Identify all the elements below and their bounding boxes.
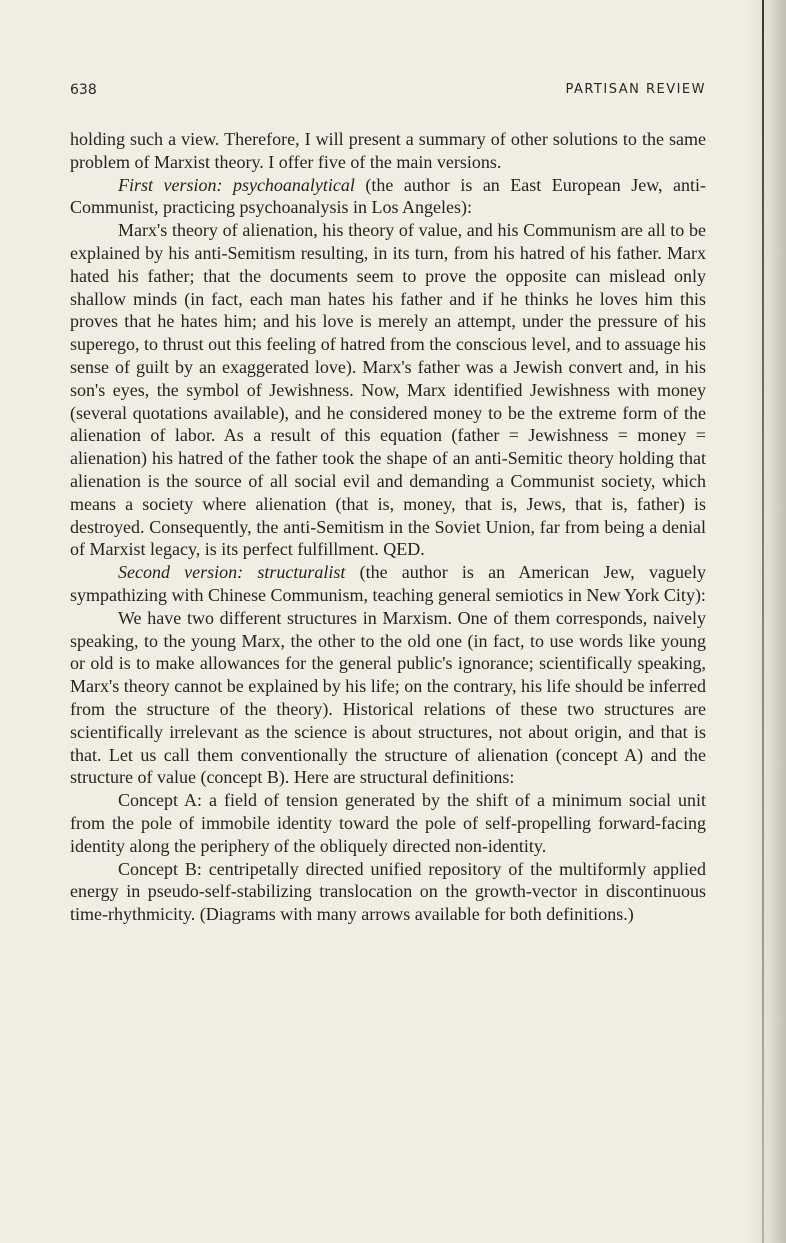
version-heading: Second version: structuralist <box>118 562 346 583</box>
version-heading: First version: psychoanalytical <box>118 174 355 195</box>
page-number: 638 <box>70 82 97 98</box>
page-binding-edge <box>762 0 764 1243</box>
paragraph-continuation <box>70 128 706 174</box>
paragraph-concept-a <box>70 789 706 857</box>
running-head: PARTISAN REVIEW <box>565 82 706 97</box>
paragraph-text: Concept A: a field of tension generated by the shift of a minimum social unit from the pole of immobile identity toward the pole of self-propelling forward-facing identity along the periphery of the obliquely directed non-identity. <box>70 790 706 856</box>
paragraph-second-version <box>70 561 706 607</box>
paragraph-psychoanalytic-argument <box>70 219 706 561</box>
paragraph-text: holding such a view. Therefore, I will present a summary of other solutions to the same problem of Marxist theory. I offer five of the main versions. <box>70 129 706 172</box>
paragraph-concept-b <box>70 858 706 926</box>
body-text <box>70 128 706 926</box>
paragraph-text: We have two different structures in Marxism. One of them corresponds, naively speaking, to the young Marx, the other to the old one (in fact, to use words like young or old is to make allowances for the general public's ignorance; scientifically speaking, Marx's theory cannot be explained by his life; on the contrary, his life should be inferred from the structure of the theory). Historical relations of these two structures are scientifically irrelevant as the science is about structures, not about origin, and that is that. Let us call them conventionally the structure of alienation (concept A) and the structure of value (concept B). Here are structural definitions: <box>70 607 706 788</box>
page-header <box>70 82 706 106</box>
paragraph-text: Concept B: centripetally directed unified repository of the multiformly applied energy in pseudo-self-stabilizing translocation on the growth-vector in discontinuous time-rhythmicity. (Diagrams with many arrows available for both definitions.) <box>70 858 706 925</box>
paragraph-text: Marx's theory of alienation, his theory of value, and his Communism are all to be explained by his anti-Semitism resulting, in its turn, from his hatred of his father. Marx hated his father; that the documents seem to prove the opposite can mislead only shallow minds (in fact, each man hates his father and if he thinks he loves him this proves that he hates him; and his love is merely an attempt, under the pressure of his superego, to thrust out this feeling of hatred from the conscious level, and to assuage his sense of guilt by an exaggerated love). Marx's father was a Jewish convert and, in his son's eyes, the symbol of Jewishness. Now, Marx identified Jewishness with money (several quotations available), and he considered money to be the extreme form of the alienation of labor. As a result of this equation (father = Jewishness = money = alienation) his hatred of the father took the shape of an anti-Semitic theory holding that alienation is the source of all social evil and demanding a Communist society, which means a society where alienation (that is, money, that is, Jews, that is, father) is destroyed. Consequently, the anti-Semitism in the Soviet Union, far from being a denial of Marxist legacy, is its perfect fulfillment. QED. <box>70 220 706 560</box>
paragraph-text: (the author is an East European Jew, anti-Communist, practicing psychoanalysis in Los Angeles): <box>70 174 706 218</box>
paragraph-structuralist-argument <box>70 607 706 789</box>
paragraph-text: (the author is an American Jew, vaguely sympathizing with Chinese Communism, teaching general semiotics in New York City): <box>70 562 706 605</box>
paragraph-first-version <box>70 174 706 220</box>
page-gutter-shadow <box>746 0 786 1243</box>
